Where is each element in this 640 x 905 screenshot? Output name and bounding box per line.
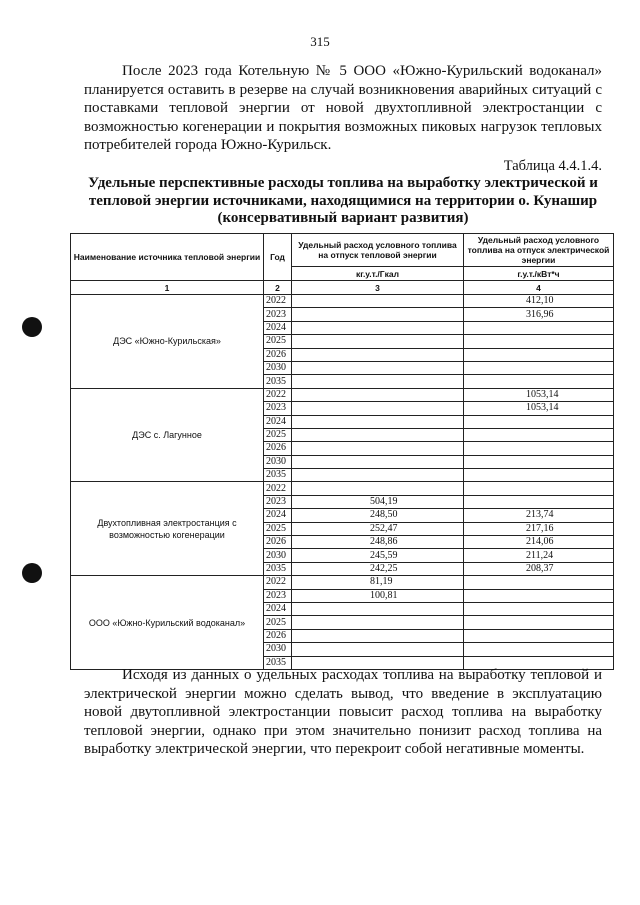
heat-value-cell (292, 321, 464, 334)
electric-value-cell (464, 375, 614, 388)
column-number: 1 (71, 281, 264, 295)
heat-value-cell (292, 335, 464, 348)
year-cell: 2026 (264, 536, 292, 549)
electric-value-cell (464, 602, 614, 615)
heat-value-cell (292, 455, 464, 468)
electric-value-cell: 1053,14 (464, 402, 614, 415)
heat-value-cell: 248,50 (292, 509, 464, 522)
source-name-cell: ДЭС с. Лагунное (71, 388, 264, 482)
year-cell: 2022 (264, 295, 292, 308)
year-cell: 2030 (264, 361, 292, 374)
electric-value-cell (464, 643, 614, 656)
heat-value-cell (292, 442, 464, 455)
year-cell: 2026 (264, 348, 292, 361)
paragraph-conclusion: Исходя из данных о удельных расходах топлива на выработку тепловой и электрической энергии можно сделать вывод, что введение в эксплуатацию новой двутопливной электростанции повысит расход топлива на выработку тепловой энергии, однако при этом значительно понизит расход топлива на выработку электрической энергии, что перекроит собой негативные моменты. (84, 667, 602, 757)
year-cell: 2030 (264, 549, 292, 562)
header-year: Год (264, 234, 292, 281)
page-number: 315 (310, 34, 330, 49)
source-name-cell: ДЭС «Южно-Курильская» (71, 295, 264, 389)
year-cell: 2025 (264, 335, 292, 348)
heat-value-cell: 81,19 (292, 576, 464, 589)
electric-value-cell (464, 361, 614, 374)
electric-value-cell (464, 442, 614, 455)
electric-value-cell: 211,24 (464, 549, 614, 562)
year-cell: 2023 (264, 402, 292, 415)
column-number: 3 (292, 281, 464, 295)
electric-value-cell (464, 348, 614, 361)
electric-value-cell (464, 629, 614, 642)
binder-hole-top (22, 317, 42, 337)
header-heat: Удельный расход условного топлива на отпуск тепловой энергии (292, 234, 464, 267)
heat-value-cell (292, 602, 464, 615)
source-name-cell: Двухтопливная электростанция с возможностью когенерации (71, 482, 264, 576)
heat-value-cell (292, 361, 464, 374)
heat-value-cell (292, 629, 464, 642)
heat-value-cell (292, 415, 464, 428)
electric-value-cell (464, 321, 614, 334)
electric-value-cell: 213,74 (464, 509, 614, 522)
electric-value-cell (464, 589, 614, 602)
source-name-cell: ООО «Южно-Курильский водоканал» (71, 576, 264, 670)
heat-value-cell: 248,86 (292, 536, 464, 549)
electric-value-cell (464, 415, 614, 428)
column-number: 4 (464, 281, 614, 295)
year-cell: 2025 (264, 522, 292, 535)
year-cell: 2024 (264, 509, 292, 522)
year-cell: 2023 (264, 589, 292, 602)
electric-value-cell (464, 495, 614, 508)
year-cell: 2023 (264, 308, 292, 321)
heat-value-cell (292, 616, 464, 629)
table-row (71, 482, 614, 495)
year-cell: 2022 (264, 388, 292, 401)
electric-value-cell (464, 469, 614, 482)
table-row (71, 295, 614, 308)
heat-value-cell (292, 402, 464, 415)
heat-value-cell (292, 469, 464, 482)
year-cell: 2025 (264, 616, 292, 629)
electric-value-cell: 316,96 (464, 308, 614, 321)
electric-value-cell (464, 616, 614, 629)
heat-value-cell: 252,47 (292, 522, 464, 535)
year-cell: 2024 (264, 602, 292, 615)
electric-value-cell: 217,16 (464, 522, 614, 535)
heat-value-cell: 100,81 (292, 589, 464, 602)
electric-value-cell (464, 455, 614, 468)
heat-value-cell (292, 643, 464, 656)
year-cell: 2025 (264, 428, 292, 441)
table-body (71, 295, 614, 670)
electric-value-cell: 412,10 (464, 295, 614, 308)
electric-value-cell: 214,06 (464, 536, 614, 549)
heat-value-cell (292, 482, 464, 495)
electric-value-cell (464, 335, 614, 348)
table-row (71, 388, 614, 401)
heat-value-cell (292, 428, 464, 441)
heat-value-cell (292, 388, 464, 401)
column-number: 2 (264, 281, 292, 295)
electric-value-cell (464, 576, 614, 589)
heat-value-cell (292, 295, 464, 308)
table-title: Удельные перспективные расходы топлива на выработку электрической и тепловой энергии источниками, находящимися на территории о. Кунашир (консервативный вариант развития) (88, 175, 598, 226)
header-electric: Удельный расход условного топлива на отпуск электрической энергии (464, 234, 614, 267)
binder-hole-bottom (22, 563, 42, 583)
year-cell: 2024 (264, 415, 292, 428)
table-row (71, 576, 614, 589)
heat-value-cell (292, 348, 464, 361)
year-cell: 2035 (264, 656, 292, 669)
year-cell: 2022 (264, 482, 292, 495)
header-source: Наименование источника тепловой энергии (71, 234, 264, 281)
year-cell: 2026 (264, 629, 292, 642)
electric-value-cell: 1053,14 (464, 388, 614, 401)
heat-value-cell: 242,25 (292, 562, 464, 575)
year-cell: 2026 (264, 442, 292, 455)
heat-value-cell: 504,19 (292, 495, 464, 508)
table-number: Таблица 4.4.1.4. (503, 158, 602, 174)
year-cell: 2030 (264, 643, 292, 656)
year-cell: 2030 (264, 455, 292, 468)
heat-value-cell (292, 308, 464, 321)
year-cell: 2035 (264, 375, 292, 388)
year-cell: 2022 (264, 576, 292, 589)
header-heat-unit: кг.у.т./Гкал (292, 267, 464, 281)
year-cell: 2023 (264, 495, 292, 508)
year-cell: 2035 (264, 469, 292, 482)
year-cell: 2024 (264, 321, 292, 334)
header-electric-unit: г.у.т./кВт*ч (464, 267, 614, 281)
paragraph-intro: После 2023 года Котельную № 5 ООО «Южно-Курильский водоканал» планируется оставить в резерве на случай возникновения аварийных ситуаций с поставками тепловой энергии от новой двухтопливной электростанции с возможностью когенерации и покрытия возможных пиковых нагрузок тепловых потребителей города Южно-Курильск. (84, 63, 602, 153)
heat-value-cell (292, 375, 464, 388)
electric-value-cell (464, 428, 614, 441)
electric-value-cell: 208,37 (464, 562, 614, 575)
fuel-consumption-table (70, 233, 614, 670)
electric-value-cell (464, 482, 614, 495)
year-cell: 2035 (264, 562, 292, 575)
heat-value-cell: 245,59 (292, 549, 464, 562)
